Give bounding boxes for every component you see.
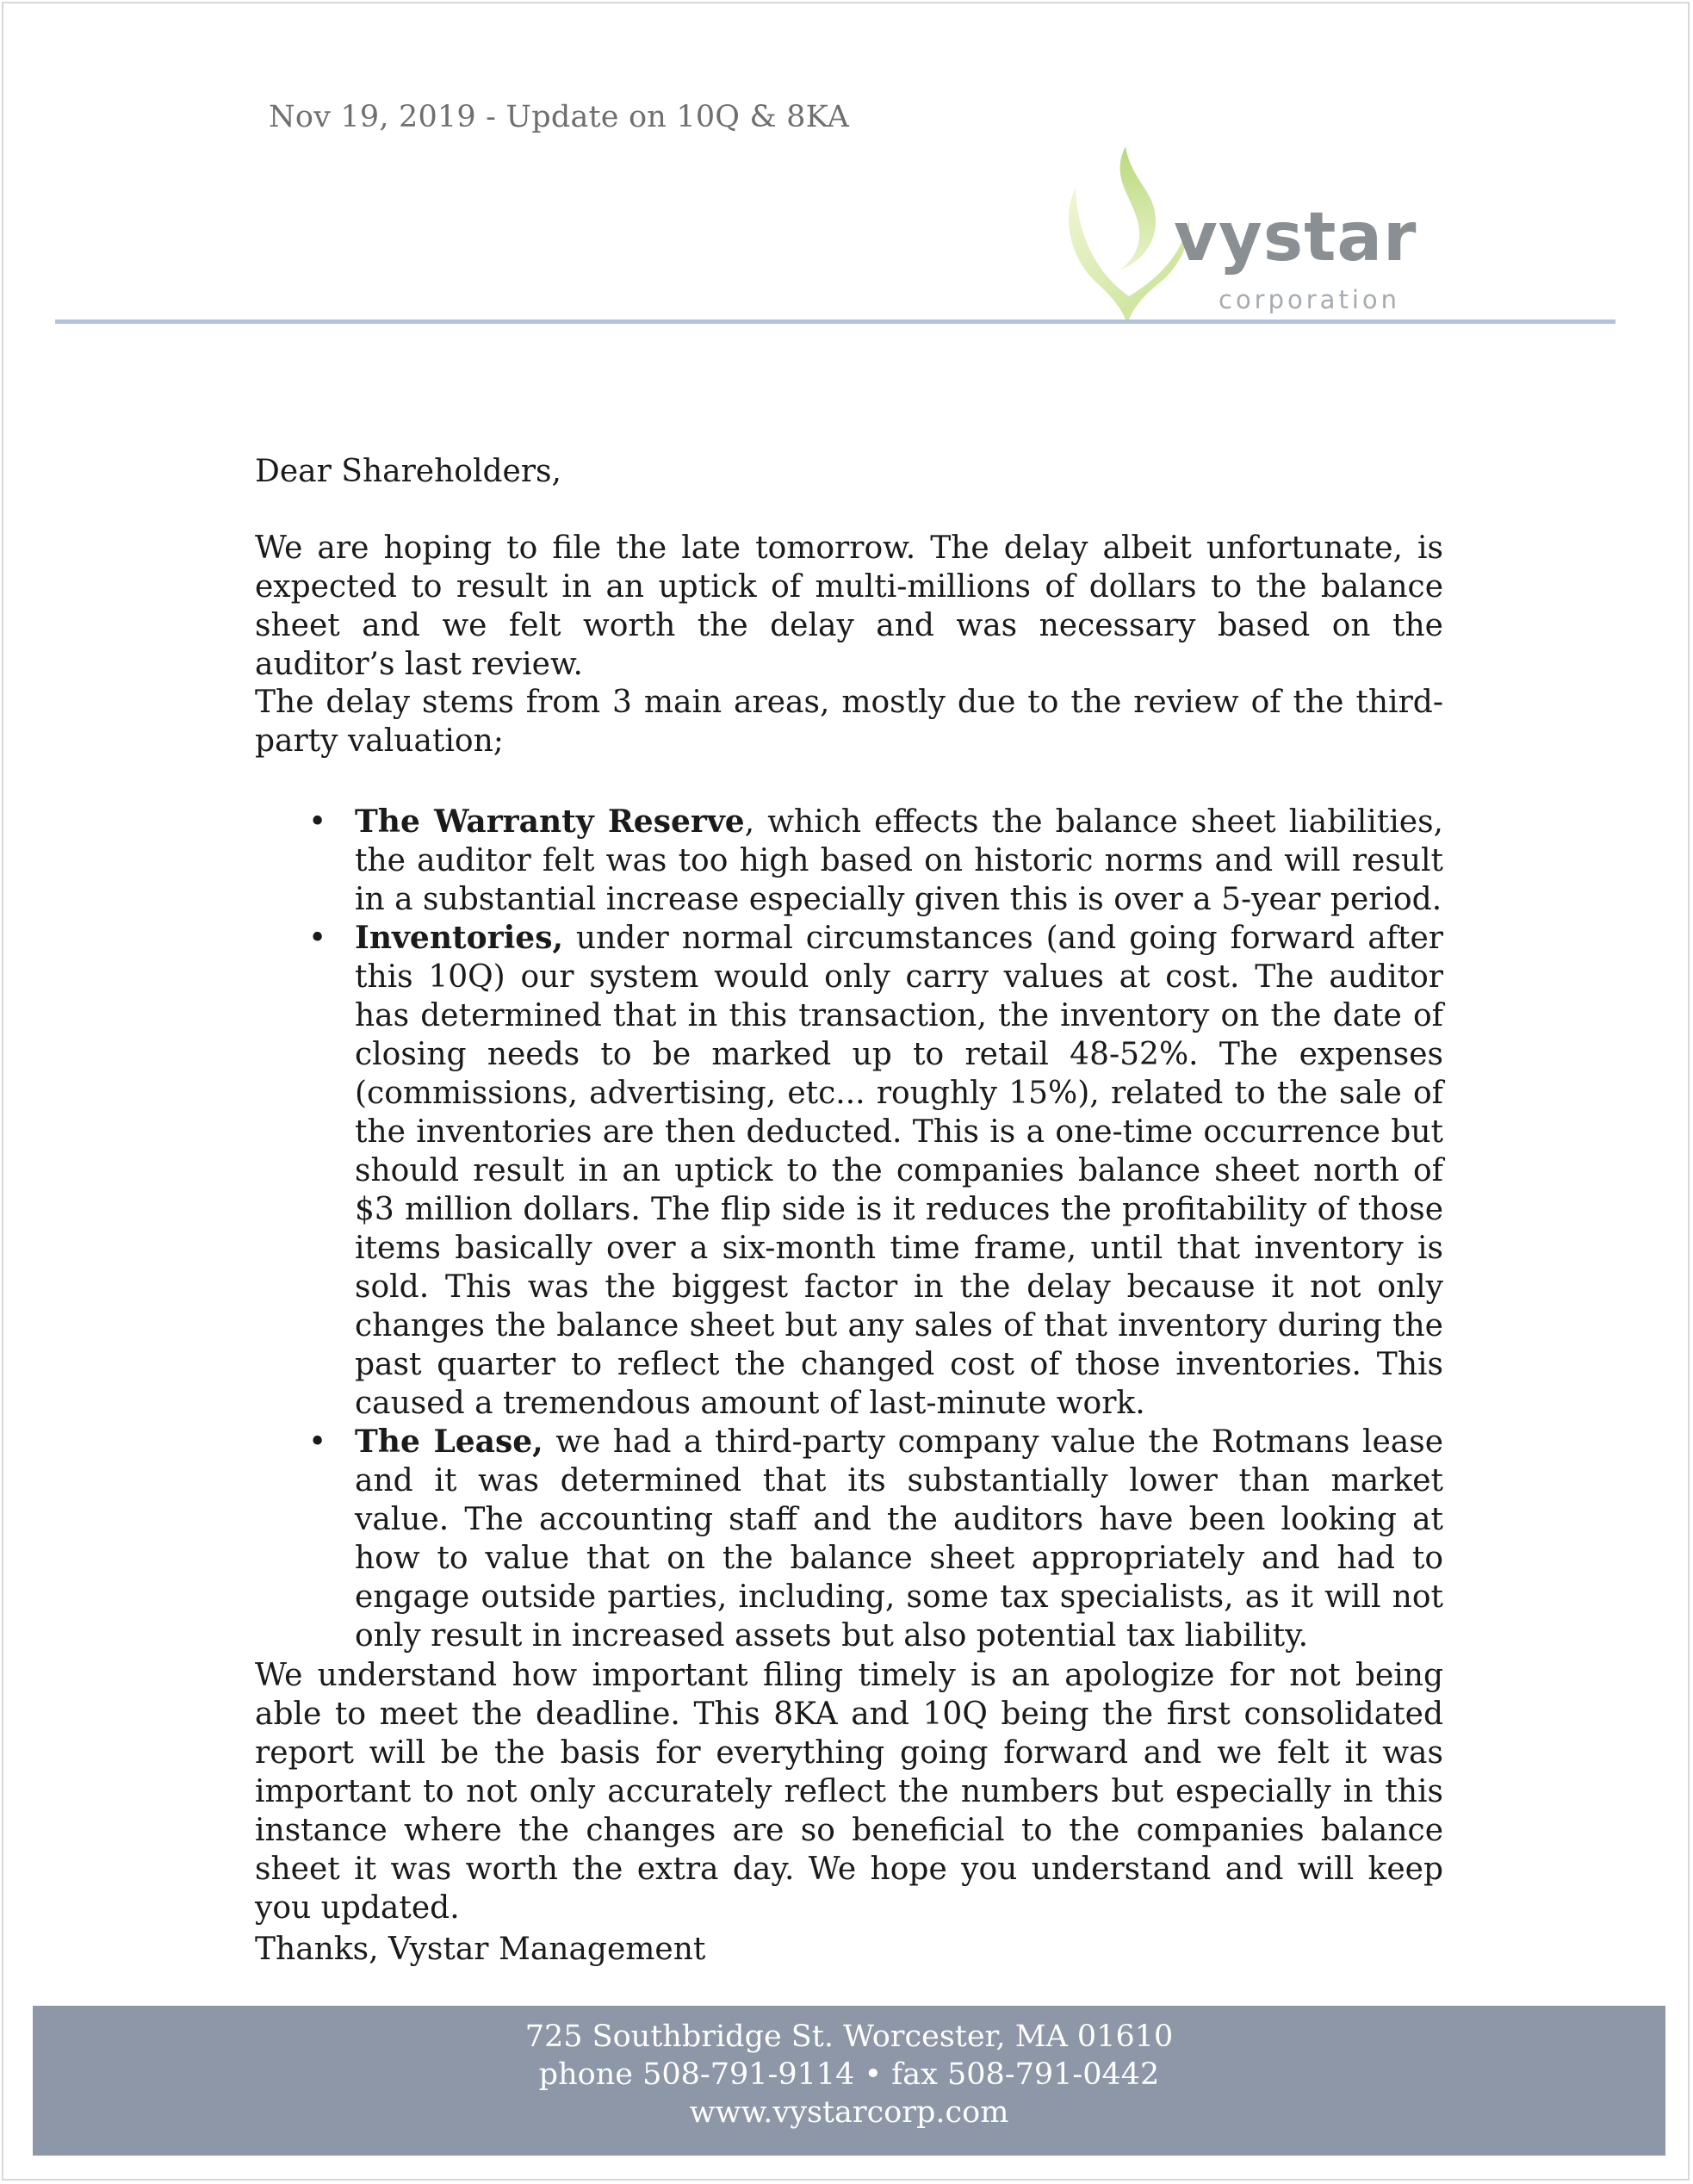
footer-bar <box>33 2006 1665 2156</box>
list-item-text: , which effects the balance sheet liabilities, the auditor felt was too high based on historic norms and will result in a substantial increase especially given this is over a 5-year period. <box>355 804 1443 917</box>
letter-signoff: Thanks, Vystar Management <box>255 1932 706 1967</box>
letter-paragraph-3: We understand how important filing timely is an apologize for not being able to meet the deadline. This 8KA and 10Q being the first consolidated report will be the basis for everything going forward and we felt it was important to not only accurately reflect the numbers but especially in this instance where the changes are so beneficial to the companies balance sheet it was worth the extra day. We hope you understand and will keep you updated. <box>255 1658 1443 1926</box>
header-divider <box>55 320 1615 324</box>
bullet-icon: • <box>308 1424 327 1460</box>
list-item-lease <box>255 1423 1443 1655</box>
logo-wordmark: vystar <box>1174 199 1417 276</box>
footer-address: 725 Southbridge St. Worcester, MA 01610 <box>524 2020 1174 2054</box>
header-date-title: Nov 19, 2019 - Update on 10Q & 8KA <box>269 100 850 134</box>
logo-tagline: corporation <box>1219 285 1401 314</box>
bullet-icon: • <box>308 804 327 840</box>
letter-salutation: Dear Shareholders, <box>255 454 561 489</box>
list-item-warranty-reserve <box>255 803 1443 919</box>
letter-paragraph-2: The delay stems from 3 main areas, mostly due to the review of the third-party valuation; <box>255 685 1443 759</box>
vystar-logo <box>1055 140 1425 331</box>
letter-paragraph-1: We are hoping to file the late tomorrow. The delay albeit unfortunate, is expected to result in an uptick of multi-millions of dollars to the balance sheet and we felt worth the delay and was necessary based on the auditor’s last review. <box>255 530 1443 682</box>
leaf-mark-icon <box>1069 146 1189 324</box>
footer-website-link[interactable]: www.vystarcorp.com <box>689 2095 1009 2130</box>
bullet-icon: • <box>308 921 327 956</box>
footer-contact: phone 508-791-9114 • fax 508-791-0442 <box>538 2057 1160 2092</box>
list-item-inventories <box>255 919 1443 1423</box>
list-item-heading: Inventories, <box>355 920 563 956</box>
list-item-text: under normal circumstances (and going forward after this 10Q) our system would only carry values at cost. The auditor has determined that in this transaction, the inventory on the date of closing needs to be marked up to retail 48-52%. The expenses (commissions, advertising, etc... roughly 15%), related to the sale of the inventories are then deducted. This is a one-time occurrence but should result in an uptick to the companies balance sheet north of $3 million dollars. The flip side is it reduces the profitability of those items basically over a six-month time frame, until that inventory is sold. This was the biggest factor in the delay because it not only changes the balance sheet but any sales of that inventory during the past quarter to reflect the changed cost of those inventories. This caused a tremendous amount of last-minute work. <box>355 921 1443 1421</box>
list-item-heading: The Warranty Reserve <box>355 803 745 840</box>
list-item-text: we had a third-party company value the Rotmans lease and it was determined that its substantially lower than market value. The accounting staff and the auditors have been looking at how to value that on the balance sheet appropriately and had to engage outside parties, including, some tax specialists, as it will not only result in increased assets but also potential tax liability. <box>355 1424 1443 1654</box>
delay-reasons-list <box>255 803 1443 1655</box>
list-item-heading: The Lease, <box>355 1424 543 1460</box>
